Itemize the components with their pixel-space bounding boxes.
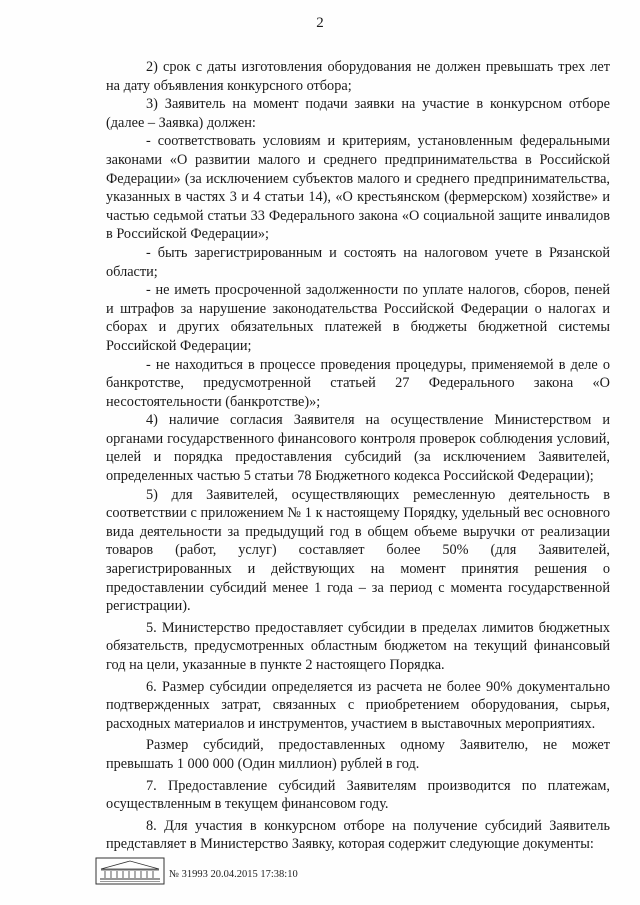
paragraph-item-5-crafts: 5) для Заявителей, осуществляющих ремесленную деятельность в соответствии с приложением № 1 к настоящему Порядку, удельный вес основного вида деятельности за предыдущий год в общем объеме выручки от реализации товаров (работ, услуг) составляет более 50% (для Заявителей, зарегистрированных и действующих на момент принятия решения о предоставлении субсидий менее 1 года – за период с момента государственной регистрации). <box>106 486 610 615</box>
paragraph-section-5: 5. Министерство предоставляет субсидии в пределах лимитов бюджетных обязательств, предусмотренных областным бюджетом на текущий финансовый год на цели, указанные в пункте 2 настоящего Порядка. <box>106 619 610 673</box>
paragraph-item-4: 4) наличие согласия Заявителя на осуществление Министерством и органами государственного финансового контроля проверок соблюдения условий, целей и порядка предоставления субсидий (за исключением Заявителей, определенных частью 5 статьи 78 Бюджетного кодекса Российской Федерации); <box>106 412 610 485</box>
building-stamp-icon <box>95 857 165 885</box>
document-body <box>106 58 610 854</box>
paragraph-item-2: 2) срок с даты изготовления оборудования не должен превышать трех лет на дату объявления конкурсного отбора; <box>106 59 610 94</box>
paragraph-subsidy-limit: Размер субсидий, предоставленных одному Заявителю, не может превышать 1 000 000 (Один миллион) рублей в год. <box>106 737 610 772</box>
paragraph-section-6: 6. Размер субсидии определяется из расчета не более 90% документально подтвержденных затрат, связанных с приобретением оборудования, сырья, расходных материалов и инструментов, участием в выставочных мероприятиях. <box>106 678 610 732</box>
paragraph-section-8: 8. Для участия в конкурсном отборе на получение субсидий Заявитель представляет в Министерство Заявку, которая содержит следующие документы: <box>106 817 610 853</box>
document-footer <box>95 857 515 897</box>
paragraph-tax-registration: - быть зарегистрированным и состоять на налоговом учете в Рязанской области; <box>106 244 610 280</box>
paragraph-no-debt: - не иметь просроченной задолженности по уплате налогов, сборов, пеней и штрафов за нарушение законодательства Российской Федерации о налогах и сборах и других обязательных платежей в бюджеты бюджетной системы Российской Федерации; <box>106 282 610 354</box>
document-registration-ref: № 31993 20.04.2015 17:38:10 <box>169 869 298 880</box>
page-number: 2 <box>316 15 324 31</box>
paragraph-no-bankruptcy: - не находиться в процессе проведения процедуры, применяемой в деле о банкротстве, предусмотренной статьей 27 Федерального закона «О несостоятельности (банкротстве)»; <box>106 356 610 410</box>
paragraph-section-7: 7. Предоставление субсидий Заявителям производится по платежам, осуществленным в текущем финансовом году. <box>106 777 610 813</box>
paragraph-item-3: 3) Заявитель на момент подачи заявки на участие в конкурсном отборе (далее – Заявка) должен: <box>106 96 610 131</box>
paragraph-federal-laws: - соответствовать условиям и критериям, установленным федеральными законами «О развитии малого и среднего предпринимательства в Российской Федерации» (за исключением субъектов малого и среднего предпринимательства, указанных в частях 3 и 4 статьи 14), «О крестьянском (фермерском) хозяйстве» и частью седьмой статьи 33 Федерального закона «О социальной защите инвалидов в Российской Федерации»; <box>106 133 610 243</box>
